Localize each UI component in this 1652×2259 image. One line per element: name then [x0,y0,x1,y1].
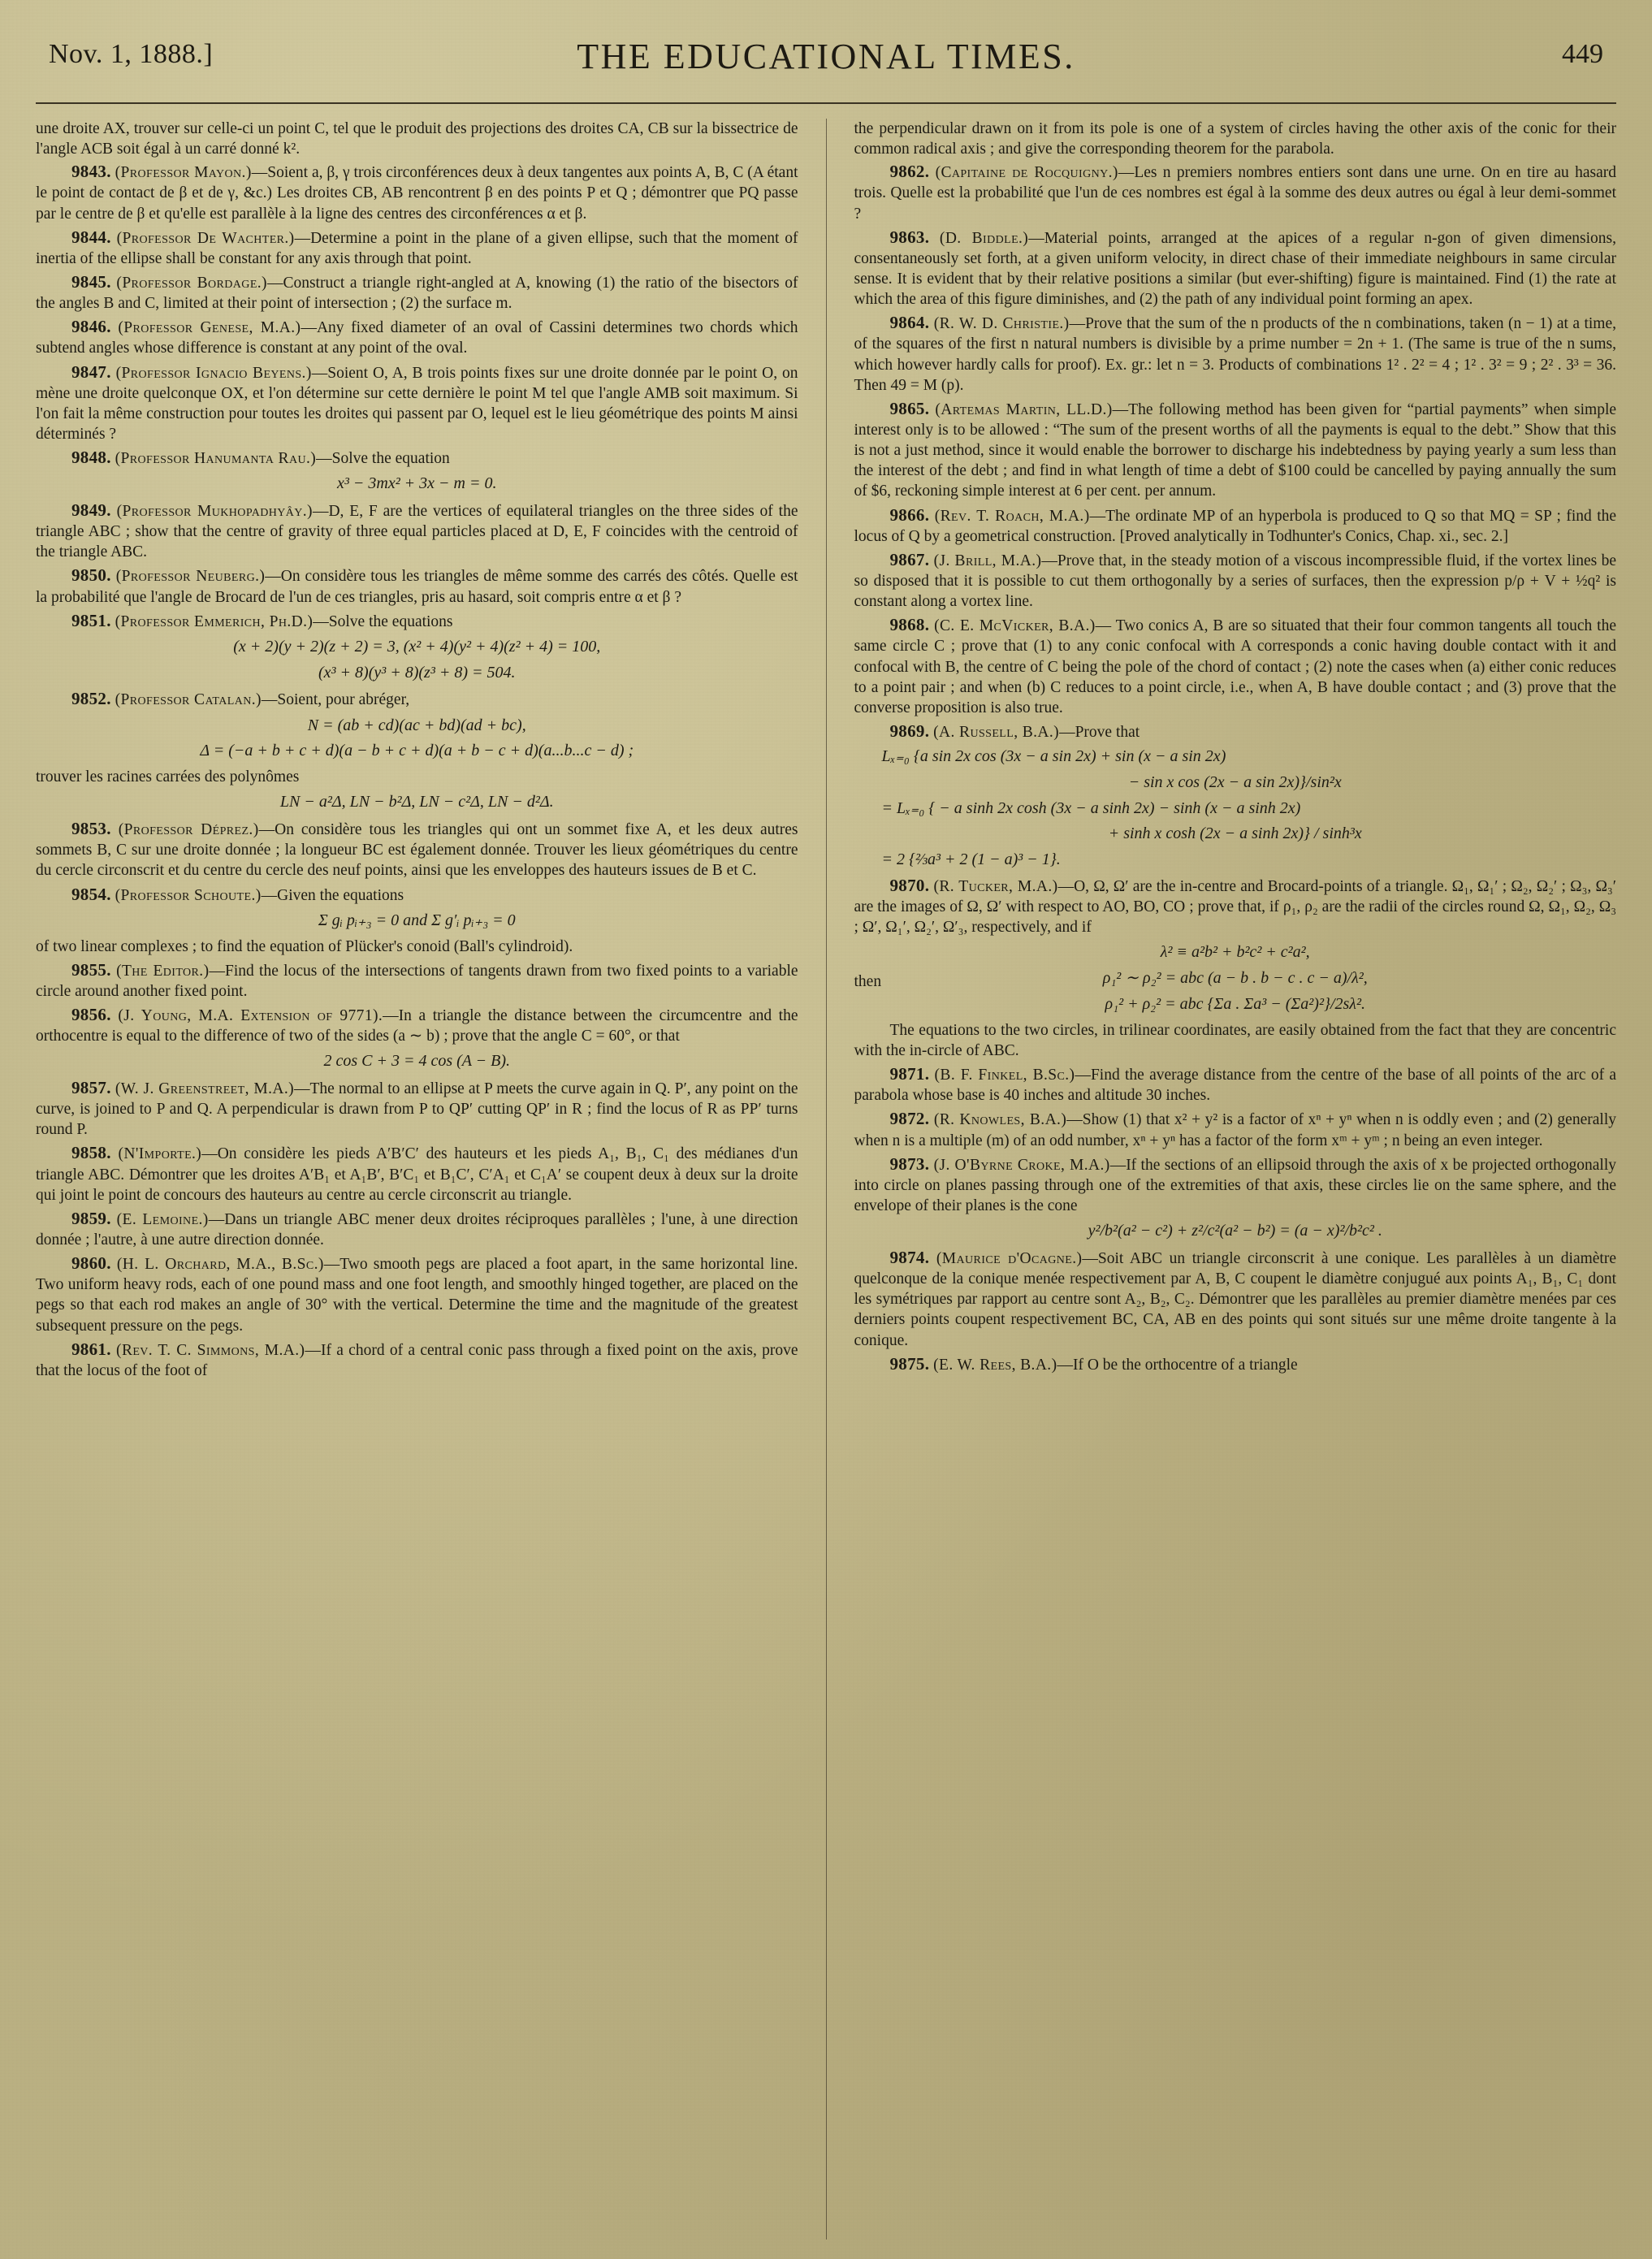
problem-9860 [36,1253,798,1336]
problem-body: —Prove that [1059,723,1140,741]
problem-9870 [854,875,1617,1061]
problem-number: 9852. [71,689,111,709]
problem-body-continued: trouver les racines carrées des polynômes [36,768,300,786]
display-equation-line-1: Lₓ₌₀ {a sin 2x cos (3x − a sin 2x) + sin (x − a sin 2x) [881,747,1226,766]
display-equation-3: LN − a²Δ, LN − b²Δ, LN − c²Δ, LN − d²Δ. [279,793,554,811]
publication-title: THE EDUCATIONAL TIMES. [577,37,1075,76]
column-divider [826,119,827,2240]
problem-9863 [854,227,1617,310]
problem-number: 9850. [71,565,111,586]
problem-9848 [36,447,798,495]
header-rule [36,102,1616,104]
problem-9843 [36,161,798,223]
problem-number: 9870. [889,876,930,896]
problem-number: 9865. [889,398,930,418]
issue-date: Nov. 1, 1888.] [49,39,214,69]
problem-body: —D, E, F are the vertices of equilateral triangles on the three sides of the triangle ABC ; show that the centre of gravity of three equal particles placed at D, E, F coincides with the centroid of the triangle ABC. [36,503,798,561]
problem-9865 [854,398,1617,502]
problem-body: —On considère les pieds A′B′C′ des hauteurs et les pieds A₁, B₁, C₁ des médianes d'un triangle ABC. Démontrer que les droites A′B₁ et A₁B′, B′C₁ et B₁C′, C′A₁ et C₁A′ se coupent deux à deux sur la droite qui joint le point de concours des hauteurs au centre au cercle circonscrit au triangle. [36,1145,798,1204]
problem-number: 9849. [71,500,111,521]
problem-attribution: (D. Biddle.) [939,229,1029,247]
equation-label-then: then [854,973,882,991]
display-equation-line-1: λ² ≡ a²b² + b²c² + c²a², [1160,943,1310,962]
problem-body: —Given the equations [261,886,404,904]
problem-body: —Solve the equation [316,450,450,468]
problem-number: 9864. [889,313,930,333]
problem-attribution: (Artemas Martin, LL.D.) [935,400,1113,418]
problem-attribution: (E. W. Rees, B.A.) [933,1356,1057,1374]
problem-9864 [854,312,1617,396]
page-header [49,39,1603,88]
problem-number: 9855. [71,959,111,980]
problem-attribution: (Professor Hanumanta Rau.) [115,450,317,468]
left-column [36,119,798,2240]
problem-number: 9857. [71,1078,111,1098]
problem-number: 9873. [889,1153,930,1174]
problem-attribution: (R. W. D. Christie.) [933,315,1070,333]
problem-9853 [36,818,798,881]
display-equation-line-2: ρ₁² ∼ ρ₂² = abc (a − b . b − c . c − a)/λ², [1102,969,1368,988]
display-equation-1: N = (ab + cd)(ac + bd)(ad + bc), [307,716,526,734]
problem-attribution: (Professor Schoute.) [115,886,262,904]
problem-attribution: (H. L. Orchard, M.A., B.Sc.) [116,1256,324,1274]
problem-9855 [36,959,798,1002]
problem-body: —The ordinate MP of an hyperbola is produced to Q so that MQ = SP ; find the locus of Q by a geometrical construction. [Proved analytically in Todhunter's Conics, Chap. xi., sec. 2.] [854,507,1617,545]
display-equation-line-5: = 2 {⅔a³ + 2 (1 − a)³ − 1}. [881,850,1061,869]
problem-attribution: (Professor Déprez.) [118,821,259,839]
problem-number: 9845. [71,271,111,292]
problem-number: 9872. [889,1109,930,1129]
right-column [854,119,1617,2240]
display-equation: x³ − 3mx² + 3x − m = 0. [337,474,497,493]
problem-body: —If the sections of an ellipsoid through the axis of x be projected orthogonally into circle on planes passing through one of the extremities of that axis, these circles lie on the same sphere, and the envelope of their planes is the cone [854,1156,1616,1214]
problem-body: —Show (1) that x² + y² is a factor of xⁿ + yⁿ when n is oddly even ; and (2) generally when n is a multiple (m) of an odd number, xⁿ + yⁿ has a factor of the form xᵐ + yᵐ ; n being an even integer. [854,1111,1616,1149]
display-equation: Σ gᵢ pᵢ₊₃ = 0 and Σ g′ᵢ pᵢ₊₃ = 0 [318,911,516,929]
problem-9858 [36,1142,798,1205]
problem-9871 [854,1063,1617,1106]
problem-9854 [36,884,798,957]
problem-body: —On considère tous les triangles de même somme des carrés des côtés. Quelle est la probabilité que l'angle de Brocard de l'un de ces triangles, pris au hasard, soit compris entre α et β ? [36,568,798,606]
problem-9856 [36,1004,798,1072]
problem-attribution: (Professor De Wachter.) [116,229,295,247]
problem-attribution: (Professor Neuberg.) [115,568,266,586]
problem-body: —Solve the equations [313,612,453,630]
problem-attribution: (Rev. T. C. Simmons, M.A.) [116,1341,305,1359]
problem-number: 9851. [71,610,111,630]
problem-body: —Soient O, A, B trois points fixes sur une droite donnée par le point O, on mène une droite quelconque OX, et l'on détermine sur cette dernière le point M tel que l'angle AMB soit maximum. Si l'on fait la même construction pour toutes les droites qui passent par O, lequel est le lieu géométrique des points M ainsi déterminés ? [36,364,798,443]
problem-9846 [36,316,798,358]
display-equation-1: (x + 2)(y + 2)(z + 2) = 3, (x² + 4)(y² + 4)(z² + 4) = 100, [233,637,601,656]
problem-number: 9858. [71,1143,111,1163]
problem-body: —If O be the orthocentre of a triangle [1057,1356,1298,1374]
problem-number: 9856. [71,1004,111,1024]
problem-attribution: (E. Lemoine.) [116,1210,209,1228]
problem-number: 9868. [889,615,930,635]
problem-body: —Construct a triangle right-angled at A, knowing (1) the ratio of the bisectors of the angles B and C, limited at their point of intersection ; (2) the surface m. [36,274,798,313]
problem-body-continued: of two linear complexes ; to find the equation of Plücker's conoid (Ball's cylindroid). [36,937,573,955]
display-equation-line-3: ρ₁² + ρ₂² = abc {Σa . Σa³ − (Σa²)²}/2sλ². [1105,995,1365,1014]
problem-body: —Soient a, β, γ trois circonférences deux à deux tangentes aux points A, B, C (A étant le point de contact de β et de γ, &c.) Les droites CB, AB rencontrent β en des points P et Q ; démontrer que PQ passe par le centre de β et qu'elle est parallèle à la ligne des centres des circonférences α et β. [36,164,798,223]
problem-number: 9866. [889,504,930,525]
display-equation: 2 cos C + 3 = 4 cos (A − B). [323,1052,511,1071]
problem-attribution: (R. Tucker, M.A.) [933,878,1058,896]
problem-body-continued: The equations to the two circles, in trilinear coordinates, are easily obtained from the fact that they are concentric with the in-circle of ABC. [854,1021,1616,1060]
problem-9862 [854,161,1617,223]
problem-attribution: (Maurice d'Ocagne.) [936,1249,1083,1267]
problem-body: —If a chord of a central conic pass through a fixed point on the axis, prove that the locus of the foot of [36,1341,798,1379]
problem-9861 [36,1339,798,1381]
problem-body: —The following method has been given for “partial payments” when simple interest only is to be allowed : “The sum of the present worths of all the payments is equal to the debt.” Show that this is not a just method, since it would enable the borrower to discharge his indebtedness by paying yearly a sum less than the interest of the debt ; and find in what length of time a debt of $100 could be cancelled by paying annually the sum of $6, reckoning simple interest at 6 per cent. per annum. [854,400,1617,500]
problem-9847 [36,361,798,445]
problem-body: —Any fixed diameter of an oval of Cassini determines two chords which subtend angles whose difference is constant at any point of the oval. [36,319,798,357]
problem-attribution: (Professor Genese, M.A.) [118,319,301,337]
problem-9875 [854,1353,1617,1375]
display-equation-2: Δ = (−a + b + c + d)(a − b + c + d)(a + b − c + d)(a...b...c − d) ; [200,742,634,760]
problem-number: 9863. [889,227,930,247]
problem-attribution: (J. Brill, M.A.) [933,552,1042,569]
problem-9866 [854,504,1617,547]
problem-9867 [854,549,1617,612]
problem-9869 [854,721,1617,871]
problem-number: 9874. [889,1247,930,1267]
display-equation-2: (x³ + 8)(y³ + 8)(z³ + 8) = 504. [318,663,516,682]
problem-attribution: (N'Importe.) [118,1145,202,1163]
page-number: 449 [1562,39,1603,69]
problem-number: 9871. [889,1064,930,1084]
problem-body: — Two conics A, B are so situated that their four common tangents all touch the same circle C ; prove that (1) to any conic confocal with A corresponds a conic having double contact with it and confocal with B, the centre of C being the pole of the chord of contact ; (2) note the cases when (a) either conic reduces to a point pair ; and when (b) C reduces to a point circle, i.e., when A, B have double contact ; and (3) prove that the converse proposition is also true. [854,617,1616,716]
problem-9851 [36,610,798,684]
problem-number: 9862. [889,162,930,182]
problem-number: 9867. [889,549,930,569]
problem-body: —Material points, arranged at the apices of a regular n-gon of given dimensions, consentaneously set forth, at a given uniform velocity, in direct chase of their immediate neighbours in same circular sense. It is evident that by their relative positions a similar (but ever-shifting) figure is maintained. Find (1) the rate at which the area of this figure diminishes, and (2) the path of any individual point forming an apex. [854,229,1616,309]
problem-number: 9875. [889,1353,930,1374]
problem-attribution: (Professor Bordage.) [116,274,267,292]
problem-9845 [36,271,798,314]
display-equation-line-4: + sinh x cosh (2x − a sinh 2x)} / sinh³x [1108,824,1362,843]
problem-number: 9843. [71,162,111,182]
problem-body: —Prove that the sum of the n products of the n combinations, taken (n − 1) at a time, of the squares of the first n natural numbers is divisible by a prime number = 2n + 1. (The same is true of the n sums, which however hardly calls for proof). Ex. gr.: let n = 3. Products of combinations 1² . 2² = 4 ; 1² . 3² = 9 ; 2² . 3³ = 36. Then 49 = M (p). [854,315,1616,394]
problem-attribution: (R. Knowles, B.A.) [933,1111,1067,1129]
problem-9872 [854,1108,1617,1150]
problem-number: 9854. [71,884,111,904]
problem-body: —On considère tous les triangles qui ont un sommet fixe A, et les deux autres sommets B, C sur une droite donnée ; la longueur BC est également donnée. Trouver les lieux géométriques du centre du cercle circonscrit et du centre du cercle des neuf points, ainsi que les enveloppes des hauteurs issues de B et C. [36,821,798,880]
problem-number: 9846. [71,317,111,337]
problem-9849 [36,500,798,562]
problem-9852 [36,688,798,813]
problem-number: 9869. [889,721,930,741]
problem-body: —The normal to an ellipse at P meets the curve again in Q. P′, any point on the curve, is joined to P and Q. A perpendicular is drawn from P to QP′ cutting QP′ in R ; find the locus of R as PP′ turns round P. [36,1080,798,1139]
problem-attribution: (J. O'Byrne Croke, M.A.) [933,1156,1110,1174]
problem-9857 [36,1077,798,1140]
problem-body: —In a triangle the distance between the circumcentre and the orthocentre is equal to the difference of two of the sides (a ∼ b) ; prove that the angle C = 60°, or that [36,1006,798,1045]
problem-attribution: (J. Young, M.A. Extension of 9771). [118,1006,383,1024]
problem-number: 9853. [71,819,111,839]
problem-attribution: (W. J. Greenstreet, M.A.) [115,1080,295,1098]
problem-attribution: (Professor Mukhopadhyây.) [116,503,313,521]
problem-body: —Soit ABC un triangle circonscrit à une conique. Les parallèles à un diamètre quelconque de la conique menée respectivement par A, B, C coupent le diamètre conjugué aux points A₁, B₁, C₁ dont les symétriques par rapport au centre sont A₂, B₂, C₂. Démontrer que les parallèles au premier diamètre menées par ces derniers points coupent respectivement BC, CA, AB en des points qui sont situés sur une même droite tangente à la conique. [854,1249,1616,1349]
problem-attribution: (Professor Mayon.) [115,164,252,182]
problem-body: —Prove that, in the steady motion of a viscous incompressible fluid, if the vortex lines be so disposed that it is possible to cut them orthogonally by a series of surfaces, then the expression p/ρ + V + ½q² is constant along a vortex line. [854,552,1616,611]
problem-attribution: (Professor Emmerich, Ph.D.) [115,612,314,630]
problem-attribution: (Capitaine de Rocquigny.) [935,164,1118,182]
problem-number: 9847. [71,361,111,382]
problem-attribution: (Rev. T. Roach, M.A.) [934,507,1090,525]
problem-attribution: (Professor Catalan.) [115,691,262,709]
problem-9844 [36,227,798,269]
problem-body: —Determine a point in the plane of a given ellipse, such that the moment of inertia of the ellipse shall be constant for any axis through that point. [36,229,798,267]
problem-body: —O, Ω, Ω′ are the in-centre and Brocard-points of a triangle. Ω₁, Ω₁′ ; Ω₂, Ω₂′ ; Ω₃, Ω₃′ are the images of Ω, Ω′ with respect to AO, BO, CO ; prove that, if ρ₁, ρ₂ are the radii of the circles round Ω, Ω₁, Ω₂, Ω₃ ; Ω′, Ω₁′, Ω₂′, Ω′₃, respectively, and if [854,878,1616,937]
problem-body: —Find the locus of the intersections of tangents drawn from two fixed points to a variable circle around another fixed point. [36,962,798,1000]
problem-number: 9848. [71,448,111,468]
problem-body: —Two smooth pegs are placed a foot apart, in the same horizontal line. Two uniform heavy rods, each of one pound mass and one foot length, and smoothly hinged together, are placed on the pegs so that each rod makes an angle of 30° with the vertical. Determine the time and the magnitude of the greatest subsequent pressure on the pegs. [36,1256,798,1335]
problem-9868 [854,614,1617,718]
problem-number: 9861. [71,1339,111,1359]
problem-number: 9859. [71,1208,111,1228]
problem-body: —Dans un triangle ABC mener deux droites réciproques parallèles ; l'une, à une direction donnée ; l'autre, à une autre direction donnée. [36,1210,798,1249]
problem-attribution: (C. E. McVicker, B.A.) [934,617,1096,635]
problem-attribution: (Professor Ignacio Beyens.) [115,364,312,382]
left-lead-paragraph: une droite AX, trouver sur celle-ci un point C, tel que le produit des projections des droites CA, CB sur la bissectrice de l'angle ACB soit égal à un carré donné k². [36,120,798,158]
display-equation-line-3: = Lₓ₌₀ { − a sinh 2x cosh (3x − a sinh 2x) − sinh (x − a sinh 2x) [881,798,1301,817]
problem-body: —Soient, pour abréger, [261,691,410,709]
problem-body: —Find the average distance from the centre of the base of all points of the arc of a parabola whose base is 40 inches and altitude 30 inches. [854,1067,1616,1105]
problem-body: —Les n premiers nombres entiers sont dans une urne. On en tire au hasard trois. Quelle est la probabilité que l'un de ces nombres est égal à la somme des deux autres ou égal à leur demi-sommet ? [854,164,1617,223]
article-columns [36,119,1616,2240]
problem-number: 9860. [71,1253,111,1274]
problem-attribution: (B. F. Finkel, B.Sc.) [934,1067,1075,1084]
problem-9874 [854,1247,1617,1351]
problem-attribution: (A. Russell, B.A.) [933,723,1060,741]
problem-number: 9844. [71,227,111,247]
problem-9850 [36,565,798,607]
problem-9859 [36,1208,798,1250]
problem-9873 [854,1153,1617,1242]
display-equation: y²/b²(a² − c²) + z²/c²(a² − b²) = (a − x)²/b²c² . [1088,1222,1382,1240]
display-equation-line-2: − sin x cos (2x − a sin 2x)}/sin²x [1128,772,1342,791]
problem-attribution: (The Editor.) [116,962,210,980]
right-lead-paragraph: the perpendicular drawn on it from its pole is one of a system of circles having the other axis of the conic for their common radical axis ; and give the corresponding theorem for the parabola. [854,120,1616,158]
